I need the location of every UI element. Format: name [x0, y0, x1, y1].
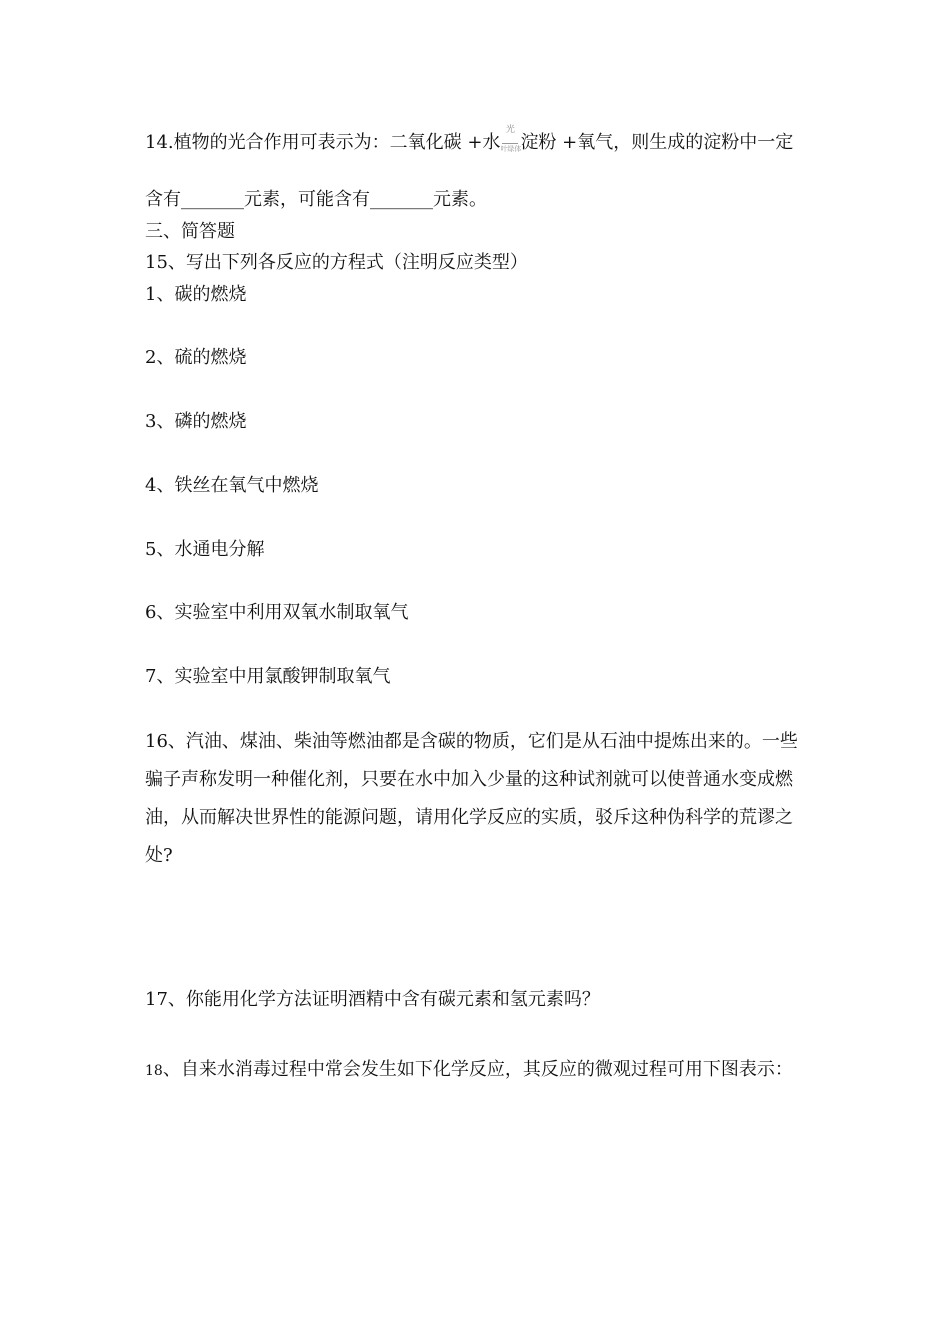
section-heading-short-answer: 三、简答题: [145, 221, 235, 242]
q15-item: 4、铁丝在氧气中燃烧: [145, 475, 319, 496]
q15-item: 2、硫的燃烧: [145, 347, 247, 368]
condition-light-label: 光: [505, 125, 515, 135]
reaction-condition: [500, 125, 522, 155]
q15-item: 3、磷的燃烧: [145, 411, 247, 432]
q15-item: 1、碳的燃烧: [145, 284, 247, 305]
q15-item: 5、水通电分解: [145, 539, 265, 560]
q14-line1: [145, 125, 794, 155]
q18-question: [145, 1058, 793, 1083]
condition-chlorophyll-label: 叶绿体: [500, 145, 522, 153]
q14-text-start: 14.植物的光合作用可表示为：二氧化碳 +水: [145, 132, 501, 153]
q17-question: 17、你能用化学方法证明酒精中含有碳元素和氢元素吗？: [145, 989, 600, 1010]
q18-number: 18: [145, 1063, 163, 1079]
condition-arrow: [502, 143, 518, 144]
q16-paragraph: 16、汽油、煤油、柴油等燃油都是含碳的物质，它们是从石油中提炼出来的。一些骗子声称发明一种催化剂，只要在水中加入少量的这种试剂就可以使普通水变成燃油，从而解决世界性的能源问题，请用化学反应的实质，驳斥这种伪科学的荒谬之处?: [145, 731, 798, 866]
q18-text: 、自来水消毒过程中常会发生如下化学反应，其反应的微观过程可用下图表示：: [162, 1059, 793, 1080]
q14-text-end: 淀粉 +氧气，则生成的淀粉中一定: [520, 132, 794, 153]
q15-item: 6、实验室中利用双氧水制取氧气: [145, 602, 409, 623]
q15-item: 7、实验室中用氯酸钾制取氧气: [145, 666, 391, 687]
q14-line2: 含有_______元素，可能含有_______元素。: [145, 189, 487, 210]
q15-title: 15、写出下列各反应的方程式（注明反应类型）: [145, 252, 528, 273]
